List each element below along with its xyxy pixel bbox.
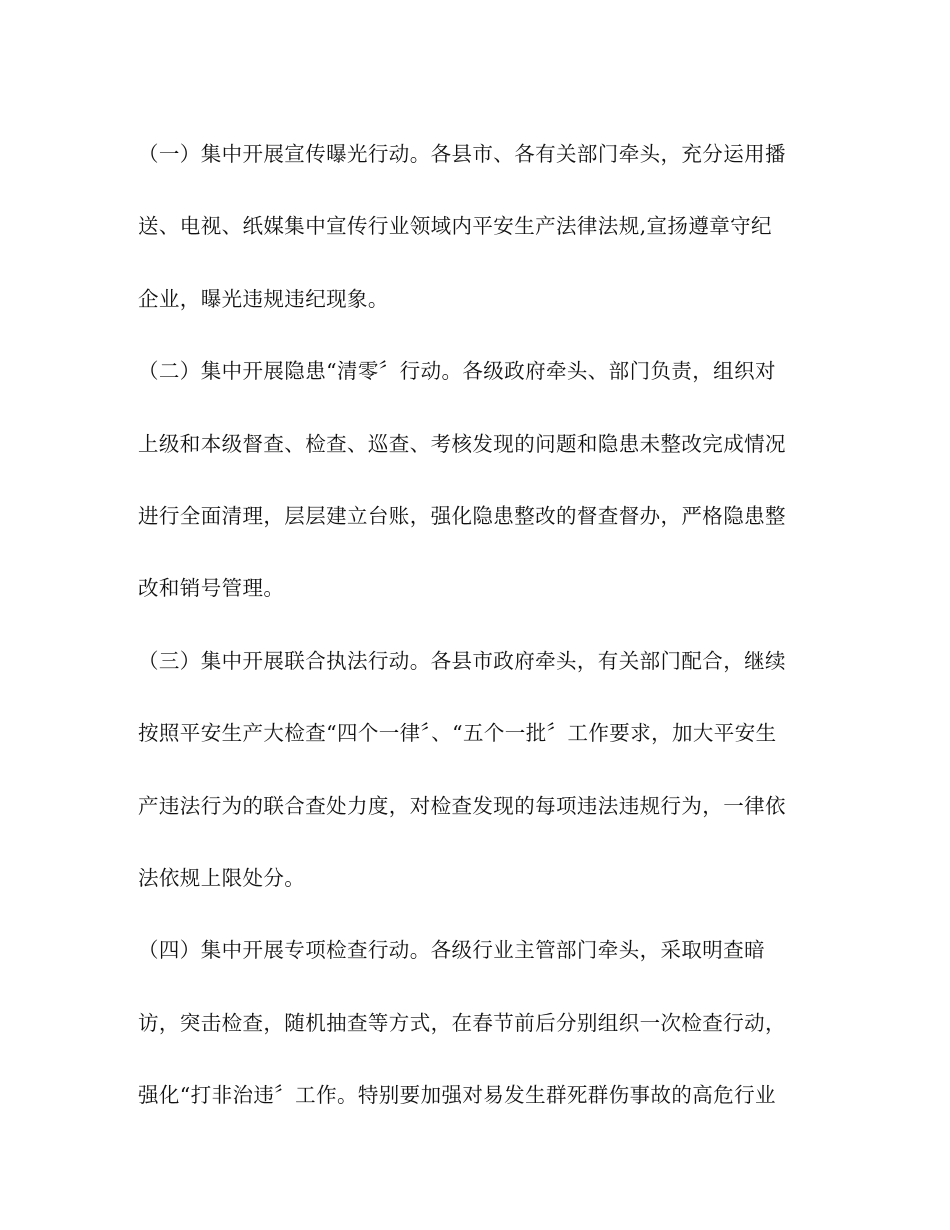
paragraph-1-line-2: 送、电视、纸媒集中宣传行业领域内平安生产法律法规,宣扬遵章守纪 (138, 214, 772, 239)
paragraph-4-line-3: 强化“打非治违〞工作。特别要加强对易发生群死群伤事故的高危行业 (138, 1083, 776, 1108)
document-body (138, 118, 828, 1131)
paragraph-2-line-1: （二）集中开展隐患“清零〞行动。各级政府牵头、部门负责，组织对 (138, 359, 776, 384)
paragraph-1-line-3: 企业，曝光违规违纪现象。 (138, 286, 389, 311)
paragraph-2-line-2: 上级和本级督查、检查、巡查、考核发现的问题和隐患未整改完成情况 (138, 431, 786, 456)
paragraph-2-line-4: 改和销号管理。 (138, 576, 285, 601)
paragraph-3-line-4: 法依规上限处分。 (138, 865, 306, 890)
paragraph-3-line-1: （三）集中开展联合执法行动。各县市政府牵头，有关部门配合，继续 (138, 648, 786, 673)
paragraph-3-line-2: 按照平安生产大检查“四个一律〞、“五个一批〞工作要求，加大平安生 (138, 721, 777, 746)
paragraph-2-line-3: 进行全面清理，层层建立台账，强化隐患整改的督查督办，严格隐患整 (138, 503, 786, 528)
paragraph-4-line-2: 访，突击检查，随机抽查等方式，在春节前后分别组织一次检查行动， (138, 1010, 786, 1035)
paragraph-3-line-3: 产违法行为的联合查处力度，对检查发现的每项违法违规行为，一律依 (138, 793, 786, 818)
paragraph-4-line-1: （四）集中开展专项检查行动。各级行业主管部门牵头，采取明查暗 (138, 938, 765, 963)
paragraph-1-line-1: （一）集中开展宣传曝光行动。各县市、各有关部门牵头，充分运用播 (138, 142, 786, 166)
